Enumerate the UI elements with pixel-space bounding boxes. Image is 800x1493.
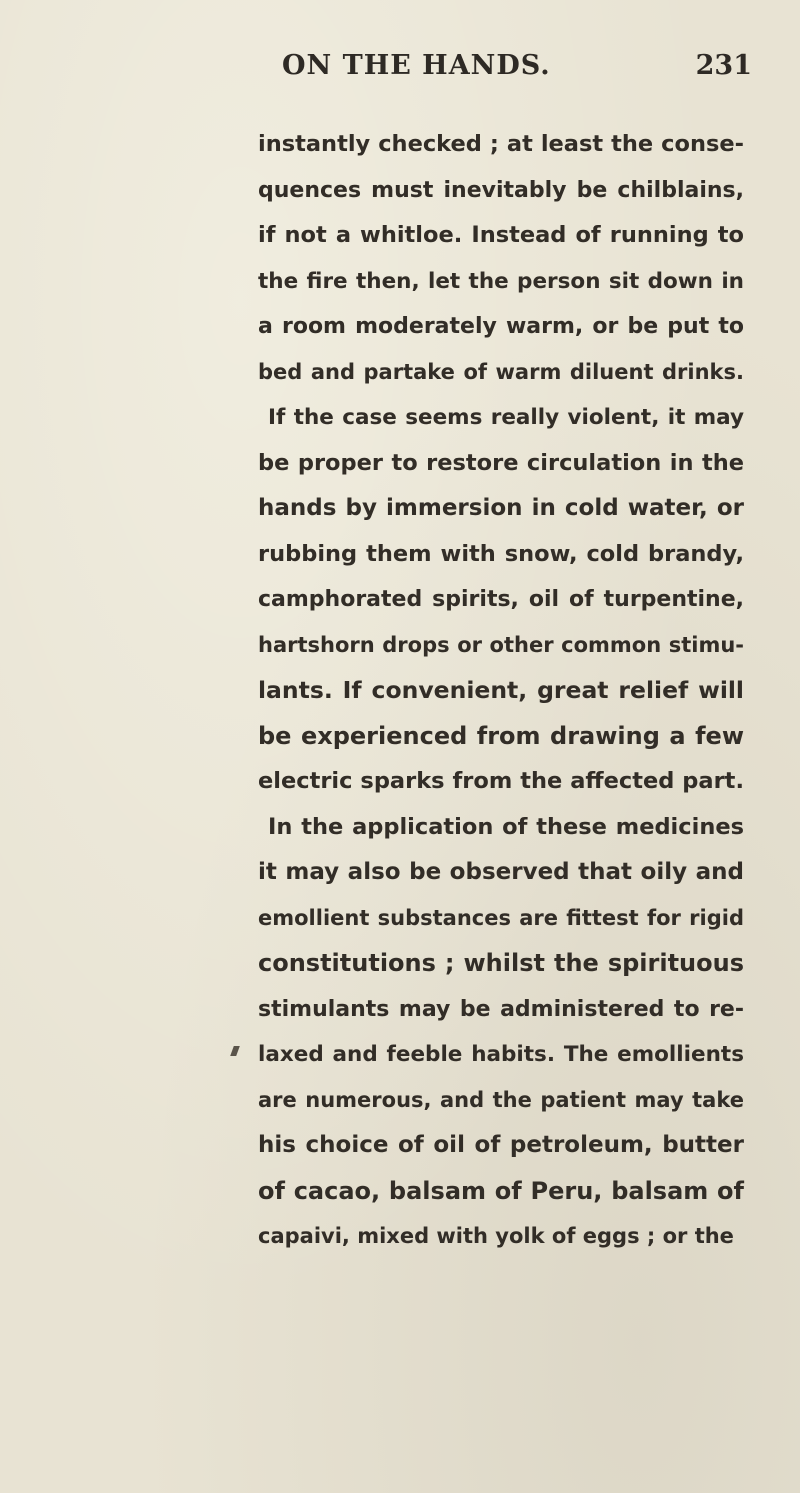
page-header	[282, 50, 752, 90]
text-line: be experienced from drawing a few	[258, 721, 744, 750]
text-line: if not a whitloe. Instead of running to	[258, 222, 744, 248]
running-head: ON THE HANDS.	[282, 50, 551, 81]
text-line: are numerous, and the patient may take	[258, 1087, 744, 1112]
text-line: of cacao, balsam of Peru, balsam of	[258, 1176, 744, 1205]
text-line: lants. If convenient, great relief will	[258, 676, 744, 704]
text-line: In the application of these medicines	[268, 813, 744, 840]
text-line: camphorated spirits, oil of turpentine,	[258, 587, 744, 612]
text-line: capaivi, mixed with yolk of eggs ; or the	[258, 1224, 734, 1248]
text-line: quences must inevitably be chilblains,	[258, 177, 744, 203]
text-line: constitutions ; whilst the spirituous	[258, 949, 744, 977]
body-text	[258, 122, 744, 1260]
text-line: electric sparks from the affected part.	[258, 768, 744, 794]
text-line: bed and partake of warm diluent drinks.	[258, 359, 744, 384]
text-line: If the case seems really violent, it may	[268, 405, 744, 430]
text-line: hands by immersion in cold water, or	[258, 495, 744, 521]
text-line: be proper to restore circulation in the	[258, 449, 744, 476]
text-line: the fire then, let the person sit down in	[258, 268, 744, 294]
text-line: stimulants may be administered to re-	[258, 996, 744, 1022]
text-line: emollient substances are fittest for rigid	[258, 905, 744, 930]
page-number: 231	[695, 50, 752, 81]
text-line: it may also be observed that oily and	[258, 859, 744, 885]
text-line: his choice of oil of petroleum, butter	[258, 1132, 744, 1158]
text-line: hartshorn drops or other common stimu-	[258, 632, 744, 657]
text-line: a room moderately warm, or be put to	[258, 314, 744, 339]
text-line: rubbing them with snow, cold brandy,	[258, 540, 744, 567]
text-line: instantly checked ; at least the conse-	[258, 131, 744, 157]
text-line: laxed and feeble habits. The emollients	[258, 1042, 744, 1067]
